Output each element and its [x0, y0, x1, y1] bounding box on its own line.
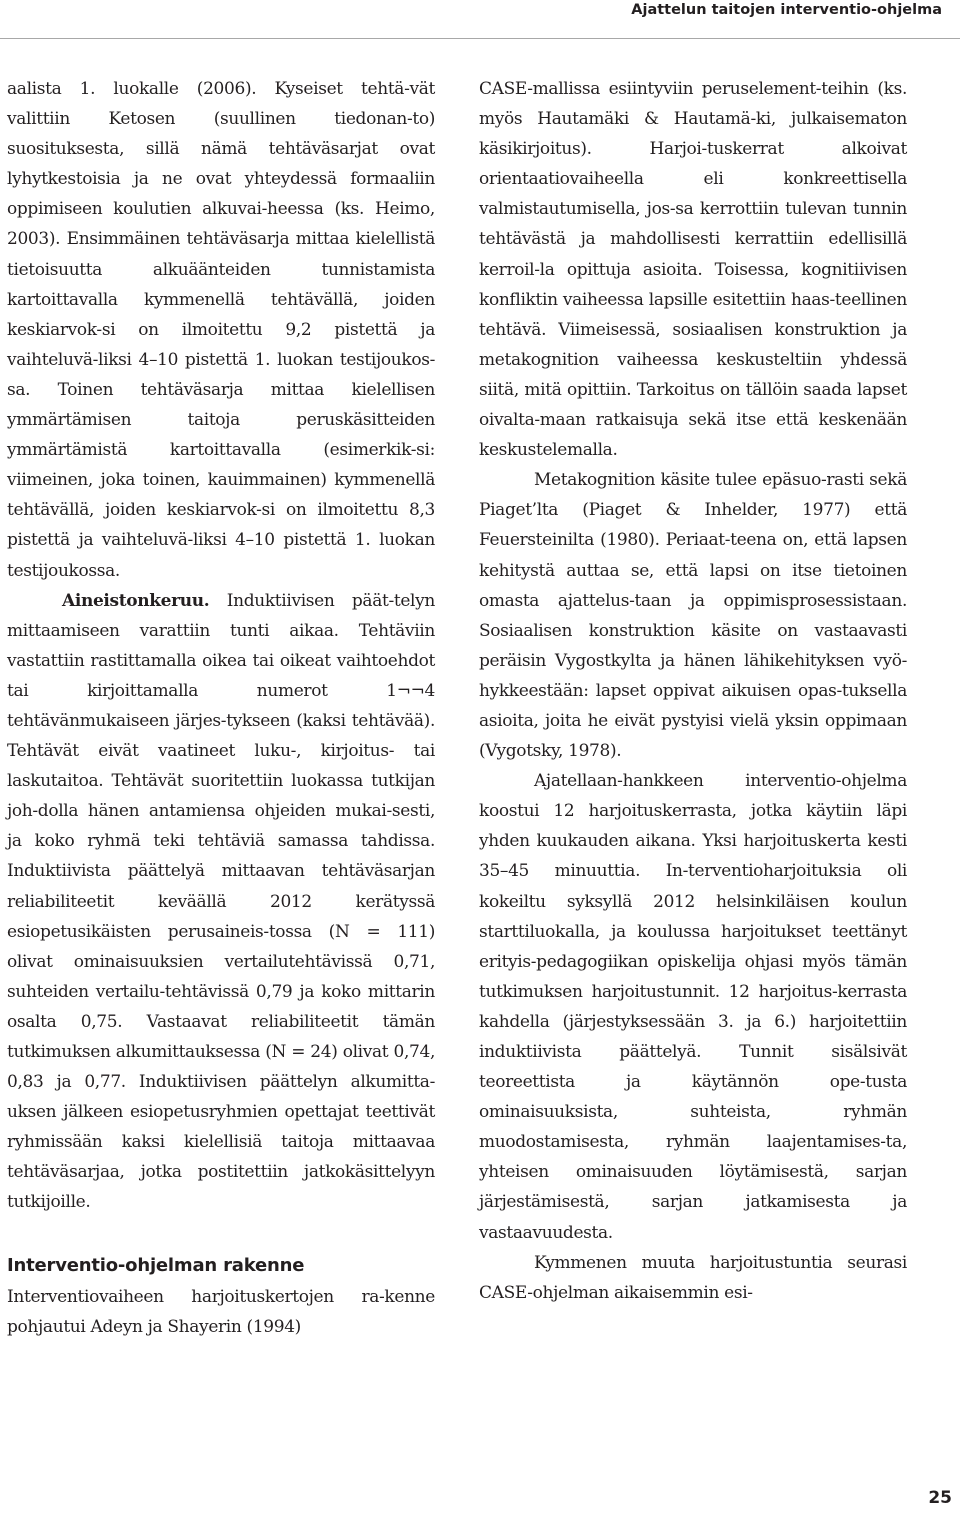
body-paragraph-aineistonkeruu [7, 586, 435, 1218]
running-title: Ajattelun taitojen interventio-ohjelma [631, 2, 942, 18]
body-paragraph: CASE-mallissa esiintyviin peruselement-teihin (ks. myös Hautamäki & Hautamä-ki, julkaisematon käsikirjoitus). Harjoi-tuskerrat alkoivat orientaatiovaiheella eli konkreettisella valmistautumisella, jos-sa kerrottiin tulevan tunnin tehtävästä ja mahdollisesti kerrattiin edellisillä kerroil-la opittuja asioita. Toisessa, kognitiivisen konfliktin vaiheessa lapsille esitettiin haas-teellinen tehtävä. Viimeisessä, sosiaalisen konstruktion ja metakognition vaiheessa keskusteltiin yhdessä siitä, mitä opittiin. Tarkoitus on tällöin saada lapset oivalta-maan ratkaisuja sekä itse että keskenään keskustelemalla. [479, 79, 907, 461]
page-number: 25 [928, 1488, 952, 1508]
left-column [7, 74, 435, 1342]
body-paragraph: Ajatellaan-hankkeen interventio-ohjelma koostui 12 harjoituskerrasta, jotka käytiin läpi yhden kuukauden aikana. Yksi harjoituskerta kesti 35–45 minuuttia. In-terventioharjoituksia oli kokeiltu syksyllä 2012 helsinkiläisen koulun starttiluokalla, ja koulussa harjoitukset teettänyt erityis-pedagogiikan opiskelija ohjasi myös tämän tutkimuksen harjoitustunnit. 12 harjoitus-kerrasta kahdella (järjestyksessään 3. ja 6.) harjoitettiin induktiivista päättelyä. Tunnit sisälsivät teoreettista ja käytännön ope-tusta ominaisuuksista, suhteista, ryhmän muodostamisesta, ryhmän laajentamises-ta, yhteisen ominaisuuden löytämisestä, sarjan järjestämisestä, sarjan jatkamisesta ja vastaavuudesta. [479, 771, 907, 1243]
running-header [0, 0, 960, 39]
body-paragraph: Interventiovaiheen harjoituskertojen ra-kenne pohjautui Adeyn ja Shayerin (1994) [7, 1286, 435, 1337]
right-column [479, 74, 907, 1308]
paragraph-text: Induktiivisen päät-telyn mittaamiseen varattiin tunti aikaa. Tehtäviin vastattiin rastittamalla oikea tai oikeat vaihtoehdot tai kirjoittamalla numerot 1¬¬4 tehtävänmukaiseen järjes-tykseen (kaksi tehtävää). Tehtävät eivät vaatineet luku-, kirjoitus- tai laskutaitoa. Tehtävät suoritettiin luokassa tutkijan joh-dolla hänen antamiensa ohjeiden mukai-sesti, ja koko ryhmä teki tehtäviä samassa tahdissa. Induktiivista päättelyä mittaavan tehtäväsarjan reliabiliteetit keväällä 2012 kerätyssä esiopetusikäisten perusaineis-tossa (N = 111) olivat ominaisuuksien vertailutehtävissä 0,71, suhteiden vertailu-tehtävissä 0,79 ja koko mittarin osalta 0,75. Vastaavat reliabiliteetit tämän tutkimuksen alkumittauksessa (N = 24) olivat 0,74, 0,83 ja 0,77. Induktiivisen päättelyn alkumitta-uksen jälkeen esiopetusryhmien opettajat teettivät ryhmissään kaksi kielellisiä taitoja mittaavaa tehtäväsarjaa, jotka postitettiin jatkokäsittelyyn tutkijoille. [7, 590, 435, 1213]
body-paragraph: Kymmenen muuta harjoitustuntia seurasi CASE-ohjelman aikaisemmin esi- [479, 1252, 907, 1303]
run-in-heading: Aineistonkeruu. [62, 590, 210, 611]
body-paragraph: Metakognition käsite tulee epäsuo-rasti sekä Piaget’lta (Piaget & Inhelder, 1977) että Feuersteinilta (1980). Periaat-teena on, että lapsen kehitystä auttaa se, että lapsi on itse tietoinen omasta ajattelus-taan ja oppimisprosessistaan. Sosiaalisen konstruktion käsite on vastaavasti peräisin Vygostkylta ja hänen lähikehityksen vyö-hykkeestään: lapset oppivat aikuisen opas-tuksella asioita, joita he eivät pystyisi vielä yksin oppimaan (Vygotsky, 1978). [479, 470, 907, 762]
section-heading: Interventio-ohjelman rakenne [7, 1254, 305, 1276]
body-paragraph: aalista 1. luokalle (2006). Kyseiset tehtä-vät valittiin Ketosen (suullinen tiedonan-to) suosituksesta, sillä nämä tehtäväsarjat ovat lyhytkestoisia ja ne ovat yhteydessä formaaliin oppimiseen koulutien alkuvai-heessa (ks. Heimo, 2003). Ensimmäinen tehtäväsarja mittaa kielellistä tietoisuutta alkuäänteiden tunnistamista kartoittavalla kymmenellä tehtävällä, joiden keskiarvok-si on ilmoitettu 9,2 pistettä ja vaihteluvä-liksi 4–10 pistettä 1. luokan testijoukos-sa. Toinen tehtäväsarja mittaa kielellisen ymmärtämisen taitoja peruskäsitteiden ymmärtämistä kartoittavalla (esimerkik-si: viimeinen, joka toinen, kauimmainen) kymmenellä tehtävällä, joiden keskiarvok-si on ilmoitettu 8,3 pistettä ja vaihteluvä-liksi 4–10 pistettä 1. luokan testijoukossa. [7, 79, 435, 581]
